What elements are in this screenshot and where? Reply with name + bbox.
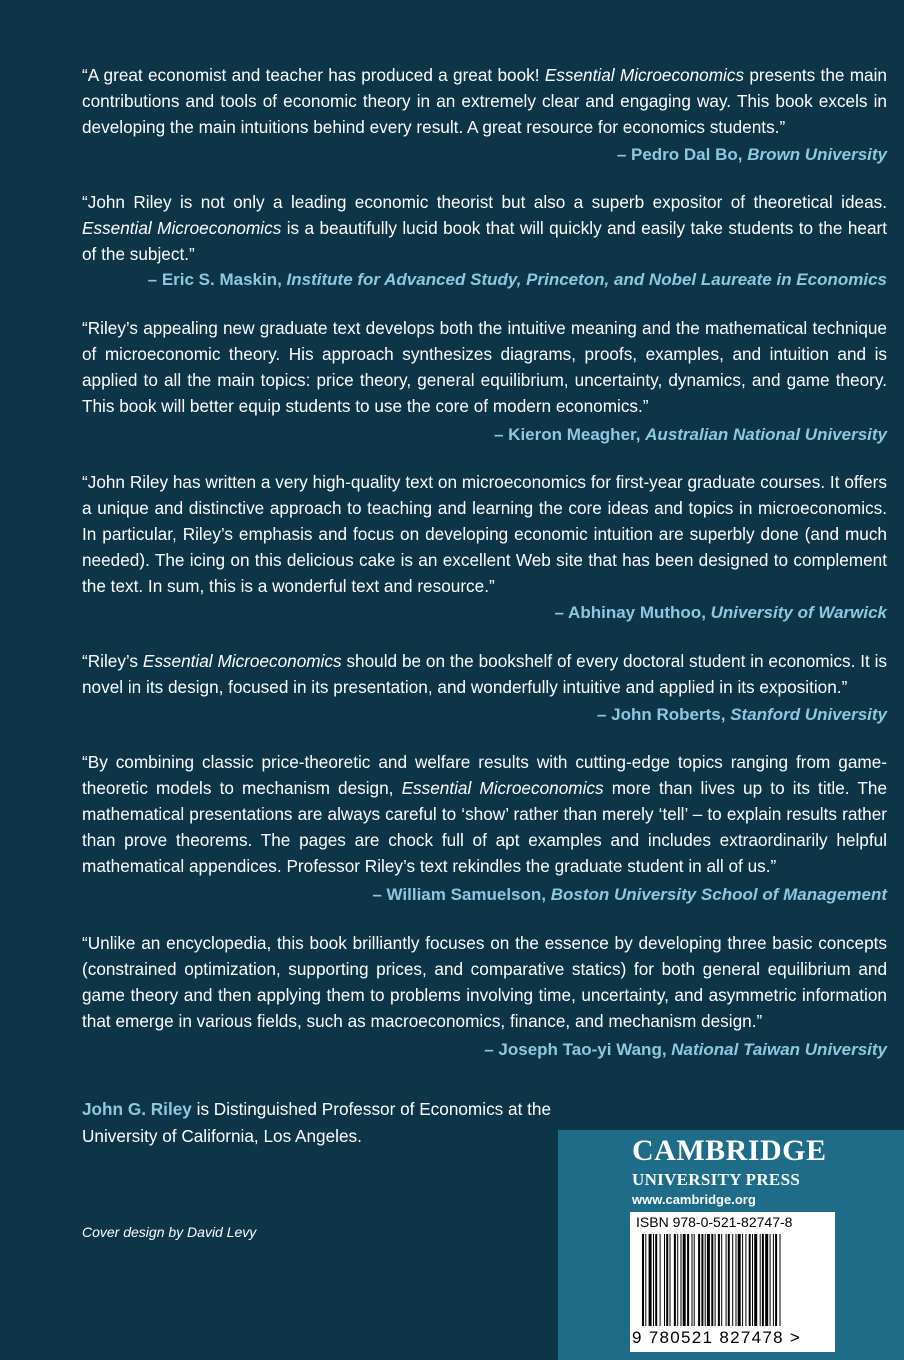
barcode-bar xyxy=(677,1234,678,1326)
barcode-icon xyxy=(634,1234,831,1328)
quote-7: “Unlike an encyclopedia, this book brilliantly focuses on the essence by developing three basic concepts (constrained optimization, supporting prices, and comparative statics) for both general equilibrium and game theory and then applying them to problems involving time, uncertainty, and asymmetric information that emerge in various fields, such as macroeconomics, finance, and mechanism design.” xyxy=(82,933,887,1031)
quote-3: “Riley’s appealing new graduate text develops both the intuitive meaning and the mathematical technique of microeconomic theory. His approach synthesizes diagrams, proofs, examples, and intuition and is applied to all the main topics: price theory, general equilibrium, uncertainty, dynamics, and game theory. This book will better equip students to use the core of modern economics.” xyxy=(82,318,887,416)
barcode-bar xyxy=(687,1234,689,1326)
quote-5: “Riley’s Essential Microeconomics should be on the bookshelf of every doctoral student in economics. It is novel in its design, focused in its presentation, and wonderfully intuitive and applied in its exposition.” xyxy=(82,651,887,697)
barcode-bar xyxy=(707,1234,710,1326)
barcode-bar xyxy=(742,1234,743,1326)
barcode-bar xyxy=(655,1234,657,1326)
barcode-bar xyxy=(738,1234,741,1326)
barcode-bar xyxy=(664,1234,665,1326)
quote-4: “John Riley has written a very high-quality text on microeconomics for first-year graduate courses. It offers a unique and distinctive approach to teaching and learning the core ideas and topics in microeconomics. In particular, Riley’s emphasis and focus on developing economic intuition are superbly done (and much needed). The icing on this delicious cake is an excellent Web site that has been designed to complement the text. In sum, this is a wonderful text and resource.” xyxy=(82,472,887,596)
barcode-bar xyxy=(698,1234,700,1326)
barcode-bar xyxy=(726,1234,727,1326)
barcode-bar xyxy=(674,1234,676,1326)
publisher-panel xyxy=(558,1130,904,1360)
quote-7-attribution: – Joseph Tao-yi Wang, National Taiwan University xyxy=(484,1040,887,1059)
author-bio: John G. Riley is Distinguished Professor of Economics at the University of California, Los Angeles. xyxy=(82,1099,552,1146)
barcode-bar xyxy=(728,1234,730,1326)
barcode-bar xyxy=(773,1234,774,1326)
publisher-url: www.cambridge.org xyxy=(632,1192,756,1207)
barcode-bar xyxy=(718,1234,720,1326)
author-name: John G. Riley xyxy=(82,1099,192,1119)
barcode-bar xyxy=(642,1234,644,1326)
barcode-bar xyxy=(670,1234,671,1326)
barcode-bar xyxy=(692,1234,693,1326)
barcode-bar xyxy=(752,1234,753,1326)
barcode-bar xyxy=(780,1234,781,1326)
barcode-bar xyxy=(736,1234,737,1326)
quote-3-attribution: – Kieron Meagher, Australian National University xyxy=(493,425,887,444)
barcode-bar xyxy=(705,1234,706,1326)
barcode-bar xyxy=(660,1234,661,1326)
barcode-box xyxy=(630,1212,835,1352)
barcode-bar xyxy=(694,1234,695,1326)
barcode-number: 9 780521 827478 > xyxy=(632,1328,802,1347)
barcode-bar xyxy=(711,1234,713,1326)
barcode-bar xyxy=(721,1234,722,1326)
barcode-bar xyxy=(649,1234,652,1326)
barcode-bar xyxy=(732,1234,733,1326)
barcode-bar xyxy=(775,1234,777,1326)
barcode-bar xyxy=(762,1234,764,1326)
quote-2-attribution: – Eric S. Maskin, Institute for Advanced Study, Princeton, and Nobel Laureate in Economics xyxy=(147,270,887,289)
barcode-bar xyxy=(666,1234,668,1326)
barcode-bar xyxy=(645,1234,646,1326)
barcode-bar xyxy=(765,1234,768,1326)
quote-2: “John Riley is not only a leading economic theorist but also a superb expositor of theoretical ideas. Essential Microeconomics is a beautifully lucid book that will quickly and easily take students to the heart of the subject.” xyxy=(82,192,888,264)
barcode-bar xyxy=(745,1234,746,1326)
barcode-bar xyxy=(701,1234,703,1326)
publisher-logo: CAMBRIDGE xyxy=(632,1134,827,1167)
barcode-bar xyxy=(653,1234,654,1326)
quote-1: “A great economist and teacher has produced a great book! Essential Microeconomics presents the main contributions and tools of economic theory in an extremely clear and engaging way. This book excels in developing the main intuitions behind every result. A great resource for economics students.” xyxy=(82,65,887,137)
quote-4-attribution: – Abhinay Muthoo, University of Warwick xyxy=(554,603,887,622)
barcode-bar xyxy=(749,1234,751,1326)
cover-design-credit: Cover design by David Levy xyxy=(82,1224,257,1240)
barcode-bar xyxy=(715,1234,716,1326)
isbn-label: ISBN 978-0-521-82747-8 xyxy=(636,1214,793,1230)
quote-6: “By combining classic price-theoretic and welfare results with cutting-edge topics ranging from game-theoretic models to mechanism design, Essential Microeconomics more than lives up to its title. The mathematical presentations are always careful to ‘show’ rather than merely ‘tell’ – to explain results rather than prove theorems. The pages are chock full of apt examples and includes extraordinarily helpful mathematical appendices. Professor Riley’s text rekindles the graduate student in all of us.” xyxy=(82,752,887,876)
quote-1-attribution: – Pedro Dal Bo, Brown University xyxy=(616,145,887,164)
quote-5-attribution: – John Roberts, Stanford University xyxy=(597,705,887,724)
barcode-bar xyxy=(770,1234,771,1326)
barcode-bar xyxy=(754,1234,757,1326)
barcode-bar xyxy=(683,1234,686,1326)
publisher-subtitle: UNIVERSITY PRESS xyxy=(632,1170,801,1189)
barcode-bar xyxy=(681,1234,682,1326)
quote-6-attribution: – William Samuelson, Boston University School of Management xyxy=(372,885,887,904)
barcode-bar xyxy=(760,1234,761,1326)
